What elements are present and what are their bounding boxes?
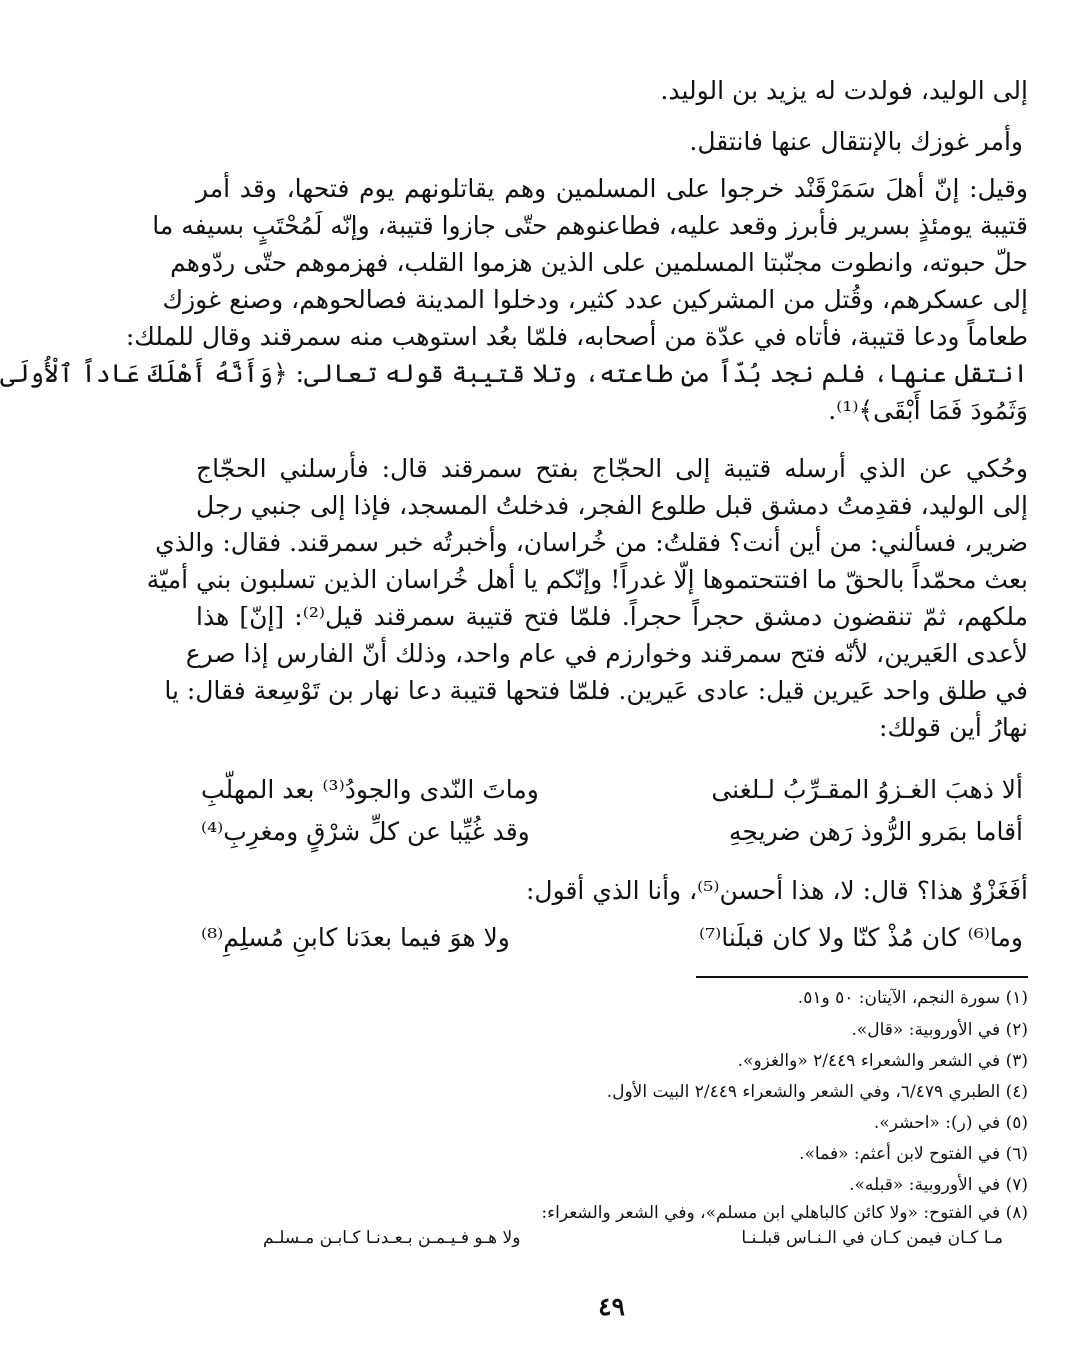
body-line: وحُكي عن الذي أرسله قتيبة إلى الحجّاج بفتح سمرقند قال: فأرسلني الحجّاج: [196, 454, 1028, 483]
body-line: وَثَمُودَ فَمَا أَبْقَى﴾⁽¹⁾.: [828, 396, 1028, 425]
poem-verse: [201, 770, 1023, 810]
verse-first-hemistich: وما⁽⁶⁾ كان مُذْ كنّا ولا كان قبلَنا⁽⁷⁾: [699, 923, 1023, 952]
footnote: (٣) في الشعر والشعراء ٢/٤٤٩ «والغزو».: [737, 1051, 1028, 1071]
body-line: في طلق واحد عَيرين قيل: عادى عَيرين. فلمّا فتحها قتيبة دعا نهار بن تَوْسِعة فقال: يا: [164, 676, 1028, 705]
body-line: لأعدى العَيرين، لأنّه فتح سمرقند وخوارزم في عام واحد، وذلك أنّ الفارس إذا صرع: [185, 639, 1028, 668]
footnote: (٧) في الأوروبية: «قبله».: [849, 1175, 1028, 1195]
footnote: (١) سورة النجم، الآيتان: ٥٠ و٥١.: [797, 988, 1028, 1008]
body-line: طعاماً ودعا قتيبة، فأتاه في عدّة من أصحابه، فلمّا بعُد استوهب منه سمرقند وقال للملك:: [125, 322, 1028, 351]
page-number: ٤٩: [598, 1292, 625, 1321]
body-line: إلى عسكرهم، وقُتل من المشركين عدد كثير، ودخلوا المدينة فصالحوهم، وصنع غوزك: [162, 285, 1028, 314]
footnote-separator: [696, 976, 1028, 978]
verse-second-hemistich: وقد غُيِّبا عن كلِّ شرْقٍ ومغرِبِ⁽⁴⁾: [201, 817, 530, 846]
verse-first-hemistich: أقاما بمَرو الرُّوذ رَهن ضريحِهِ: [729, 817, 1023, 846]
footnote: (٢) في الأوروبية: «قال».: [851, 1020, 1028, 1040]
verse-first-hemistich: ألا ذهبَ الغـزوُ المقـرِّبُ لـلغنى: [711, 775, 1023, 804]
footnote: (٥) في (ر): «احشر».: [873, 1113, 1028, 1133]
body-line: إلى الوليد، فقدِمتُ دمشق قبل طلوع الفجر، فدخلتُ المسجد، فإذا إلى جنبي رجل: [196, 491, 1028, 520]
footnote: (٨) في الفتوح: «ولا كائن كالباهلي ابن مسلم»، وفي الشعر والشعراء:: [541, 1203, 1028, 1223]
body-line: نهارُ أين قولك:: [879, 713, 1028, 742]
footnote-verse: [263, 1226, 1003, 1250]
poem-verse: [201, 918, 1023, 958]
body-line: أفَغَزْوٌ هذا؟ قال: لا، هذا أحسن⁽⁵⁾، وأنا الذي أقول:: [525, 876, 1028, 905]
body-line: وأمر غوزك بالإنتقال عنها فانتقل.: [689, 127, 1023, 156]
footnote-verse-first-hemistich: مـا كـان فيمن كـان في الـنـاس قبلـنـا: [741, 1228, 1003, 1248]
footnote: (٦) في الفتوح لابن أعثم: «فما».: [799, 1144, 1028, 1164]
verse-second-hemistich: وماتَ النّدى والجودُ⁽³⁾ بعد المهلّبِ: [201, 775, 539, 804]
body-line: وقيل: إنّ أهلَ سَمَرْقَنْد خرجوا على المسلمين وهم يقاتلونهم يوم فتحها، وقد أمر: [196, 174, 1028, 203]
body-line: ملكهم، ثمّ تنقضون دمشق حجراً حجراً. فلمّا فتح قتيبة سمرقند قيل⁽²⁾: [إنّ] هذا: [196, 602, 1028, 631]
footnote: (٤) الطبري ٦/٤٧٩، وفي الشعر والشعراء ٢/٤٤٩ البيت الأول.: [606, 1082, 1028, 1102]
body-line: بعث محمّداً بالحقّ ما افتتحتموها إلّا غدراً! وإنّكم يا أهل خُراسان الذين تسلبون بني أميّة: [146, 565, 1028, 594]
body-line: إلى الوليد، فولدت له يزيد بن الوليد.: [660, 76, 1028, 105]
body-line: ضرير، فسألني: من أين أنت؟ فقلتُ: من خُراسان، وأخبرتُه خبر سمرقند. فقال: والذي: [155, 528, 1028, 557]
footnote-verse-second-hemistich: ولا هـو فـيـمـن بـعـدنـا كـابـن مـسلـم: [263, 1228, 521, 1248]
poem-verse: [201, 812, 1023, 852]
body-line: حلّ حبوته، وانطوت مجنّبتا المسلمين على الذين هزموا القلب، فهزموهم حتّى ردّوهم: [170, 248, 1028, 277]
verse-second-hemistich: ولا هوَ فيما بعدَنا كابنِ مُسلِمِ⁽⁸⁾: [201, 923, 510, 952]
body-line: انتقل عنها، فلم نجد بُدّاً من طاعته، وتلا قتيبة قوله تعالى: ﴿وَأَنَّهُ أَهْلَكَ عَاداً ٱلْأُولَى: [0, 359, 1028, 388]
body-line: قتيبة يومئذٍ بسرير فأبرز وقعد عليه، فطاعنوهم حتّى جازوا قتيبة، وإنّه لَمُحْتَبٍ بسيفه ما: [152, 211, 1028, 240]
